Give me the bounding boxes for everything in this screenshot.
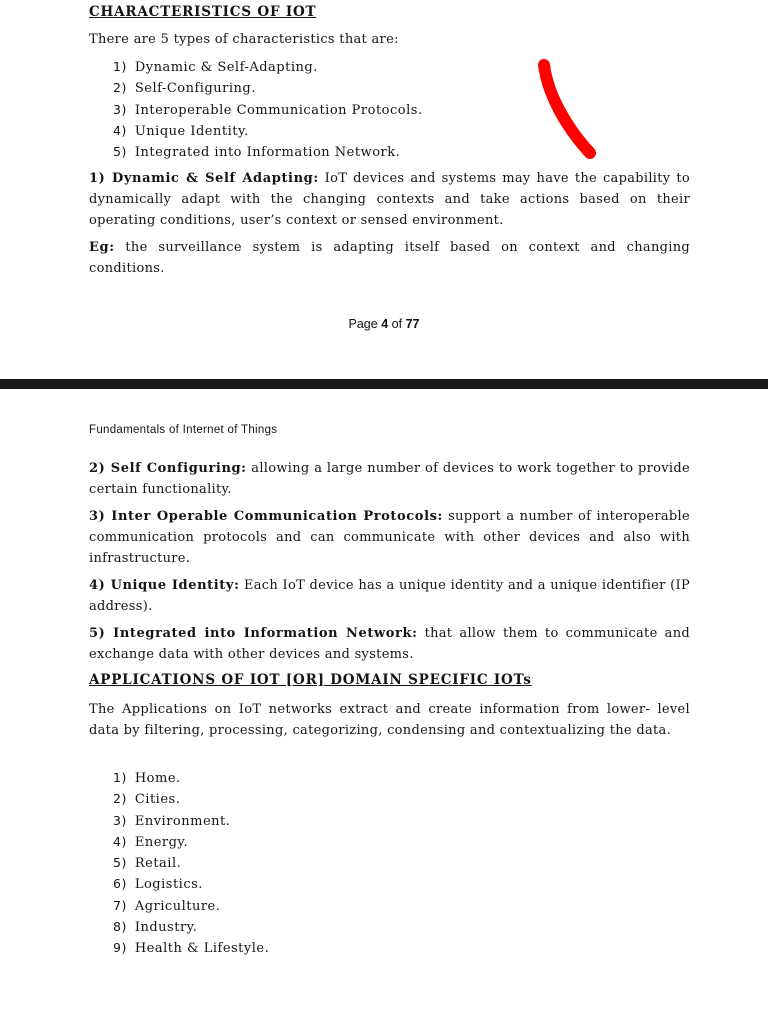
list-text: Dynamic & Self-Adapting. [134,60,318,75]
applications-list [113,767,269,959]
page-footer [0,317,768,331]
list-text: Environment. [134,813,231,829]
list-text: Home. [134,771,181,786]
paragraph-self-configuring [89,458,690,500]
paragraph-unique-identity [89,575,690,617]
list-text: Agriculture. [134,898,221,914]
list-number: 4) [113,833,127,849]
paragraph-label: 2) Self Configuring: [89,461,247,476]
paragraph-body: that allow them to communicate and exchange data with other devices and systems. [89,626,690,662]
paragraph-body: Each IoT device has a unique identity and a unique identifier (IP address). [89,578,690,614]
red-pen-annotation [530,55,610,165]
list-text: Unique Identity. [134,123,249,139]
list-text: Integrated into Information Network. [134,145,401,161]
paragraph-body: the surveillance system is adapting itself based on context and changing conditions. [89,240,690,276]
list-item [113,56,423,77]
footer-of: of [391,317,403,331]
footer-page-label: Page [348,317,378,331]
page-separator [0,379,768,389]
paragraph-label: 5) Integrated into Information Network: [89,626,418,641]
list-item [113,788,269,809]
list-number: 2) [113,791,127,807]
list-item [113,831,269,852]
list-item [113,873,269,894]
paragraph-body: allowing a large number of devices to work together to provide certain functionality. [89,461,691,497]
list-text: Interoperable Communication Protocols. [134,102,423,118]
section-heading-applications: APPLICATIONS OF IOT [OR] DOMAIN SPECIFIC IOTs [89,672,532,688]
footer-total-pages: 77 [405,317,420,331]
list-text: Cities. [134,792,181,808]
paragraph-label: Eg: [89,240,115,255]
list-number: 4) [113,122,127,138]
list-number: 2) [113,80,127,96]
paragraph-body: support a number of interoperable communication protocols and can communicate with other devices and also with infrastructure. [89,509,690,566]
list-item [113,852,269,873]
list-number: 1) [113,770,127,785]
list-item [113,916,269,937]
list-text: Energy. [134,834,189,850]
list-number: 5) [113,144,127,160]
list-number: 7) [113,897,127,913]
list-item [113,141,423,162]
paragraph-label: 1) Dynamic & Self Adapting: [89,171,319,186]
list-item [113,810,269,831]
paragraph-example [89,237,690,279]
footer-current-page: 4 [381,317,389,331]
list-number: 6) [113,876,127,892]
list-number: 9) [113,940,127,956]
list-number: 1) [113,59,127,74]
list-text: Logistics. [134,877,203,893]
list-item [113,937,269,958]
list-item [113,895,269,916]
list-number: 3) [113,812,127,828]
list-text: Self-Configuring. [134,81,256,97]
list-text: Industry. [134,920,198,936]
paragraph-interoperable-protocols [89,506,690,569]
paragraph-dynamic-self-adapting [89,168,690,231]
characteristics-list [113,56,423,162]
paragraph-label: 3) Inter Operable Communication Protocols: [89,509,443,524]
list-item [113,120,423,141]
characteristics-intro: There are 5 types of characteristics that are: [89,32,399,47]
paragraph-label: 4) Unique Identity: [89,578,240,593]
document-page-4 [0,0,768,379]
list-number: 3) [113,101,127,117]
applications-intro: The Applications on IoT networks extract and create information from lower- level data by filtering, processing, categorizing, condensing and contextualizing the data. [89,702,690,738]
list-number: 5) [113,855,127,871]
list-number: 8) [113,919,127,935]
paragraph-integrated-network [89,623,690,665]
list-item [113,99,423,120]
list-item [113,77,423,98]
paragraph-body: IoT devices and systems may have the capability to dynamically adapt with the changing contexts and take actions based on their operating conditions, user’s context or sensed environment. [89,171,690,228]
running-header: Fundamentals of Internet of Things [89,424,278,436]
list-item [113,767,269,788]
list-text: Health & Lifestyle. [134,941,270,957]
list-text: Retail. [134,856,182,872]
section-heading-characteristics: CHARACTERISTICS OF IOT [89,4,317,20]
